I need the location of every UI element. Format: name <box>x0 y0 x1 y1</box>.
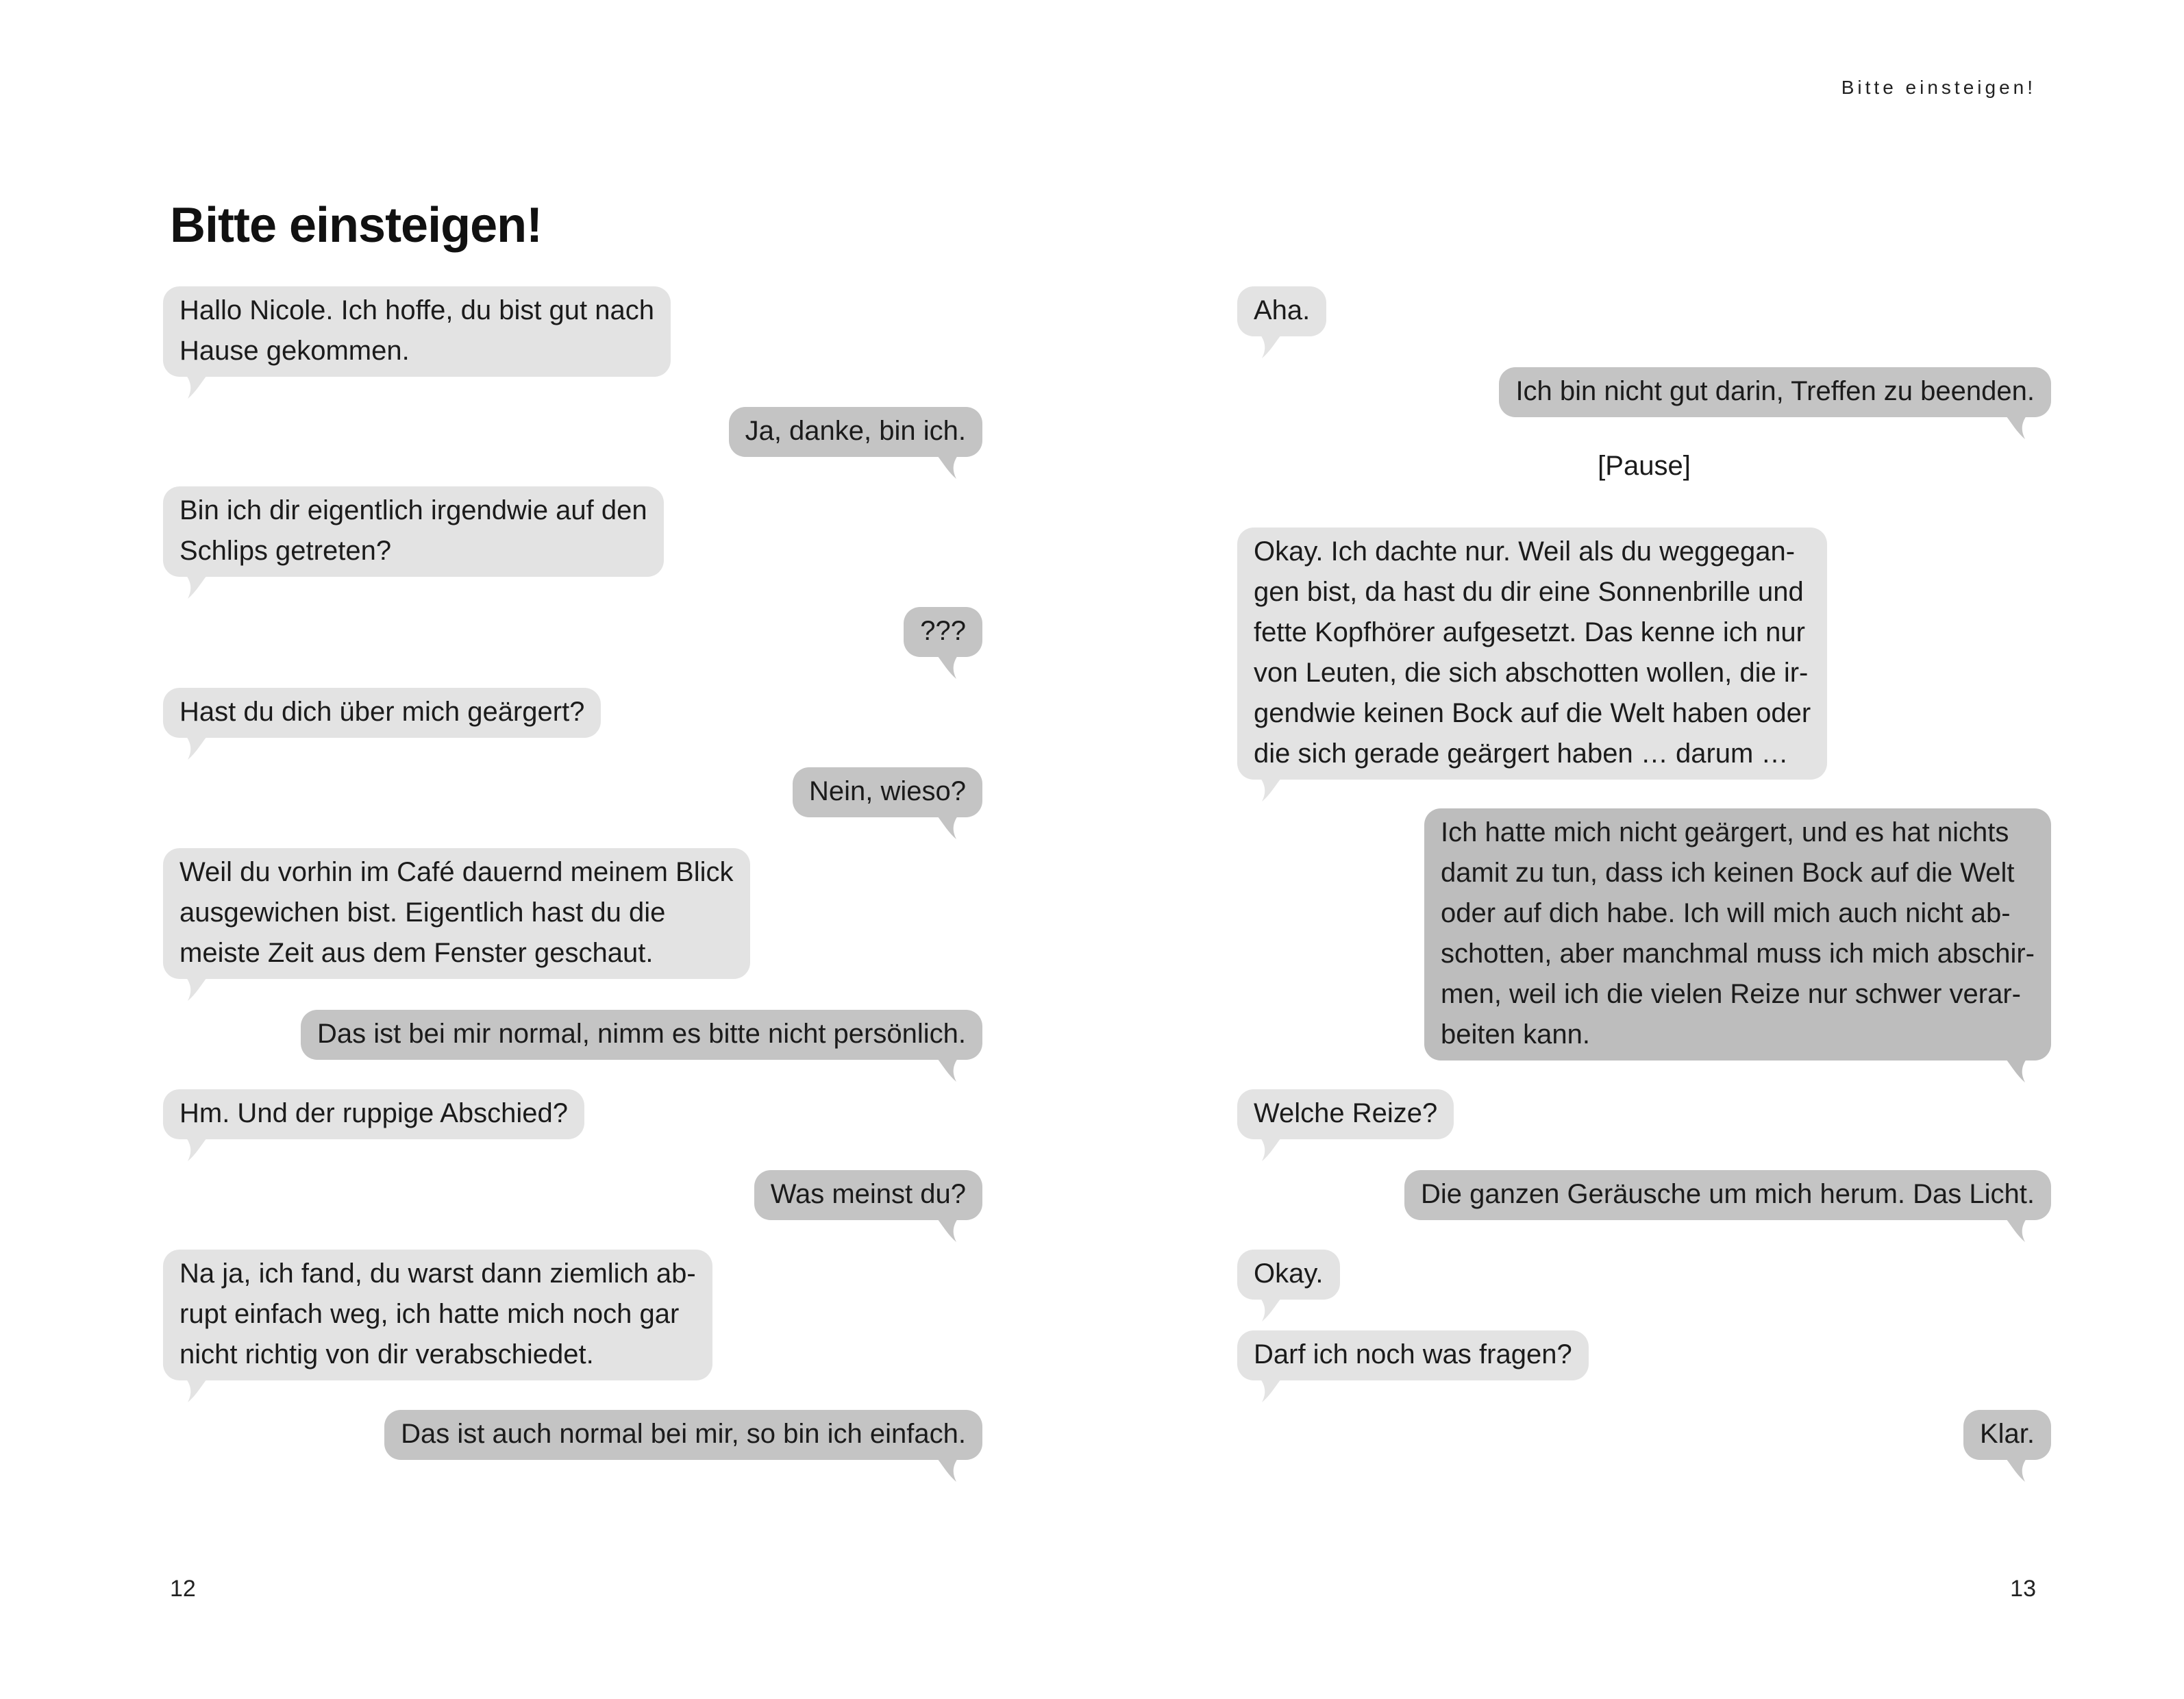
message-line: Das ist bei mir normal, nimm es bitte nicht persönlich. <box>317 1019 966 1049</box>
message-bubble <box>1499 367 2051 417</box>
message-line: damit zu tun, dass ich keinen Bock auf die Welt <box>1441 858 2015 888</box>
message-line: Was meinst du? <box>770 1179 966 1209</box>
message-incoming <box>1237 1089 1454 1139</box>
message-line: Welche Reize? <box>1254 1098 1438 1128</box>
message-line: Schlips getreten? <box>179 536 392 566</box>
bubble-tail-icon <box>937 1219 958 1243</box>
message-line: Weil du vorhin im Café dauernd meinem Blick <box>179 857 734 887</box>
page-number: 13 <box>2010 1576 2036 1602</box>
message-outgoing <box>754 1170 982 1220</box>
message-line: Hm. Und der ruppige Abschied? <box>179 1098 568 1128</box>
message-incoming <box>163 1250 712 1380</box>
message-bubble <box>1424 808 2051 1061</box>
bubble-tail-icon <box>186 575 207 600</box>
message-outgoing <box>904 607 982 657</box>
running-head: Bitte einsteigen! <box>1841 77 2036 98</box>
message-line: Ich hatte mich nicht geärgert, und es hat nichts <box>1441 817 2009 847</box>
bubble-tail-icon <box>186 375 207 400</box>
message-outgoing <box>301 1010 982 1060</box>
bubble-tail-icon <box>2006 1219 2026 1243</box>
message-line: Hast du dich über mich geärgert? <box>179 697 585 727</box>
message-line: gen bist, da hast du dir eine Sonnenbrille und <box>1254 577 1804 607</box>
message-line: Aha. <box>1254 295 1311 325</box>
message-incoming <box>1237 1330 1589 1380</box>
message-bubble <box>1237 286 1326 336</box>
message-bubble <box>384 1410 982 1460</box>
message-line: oder auf dich habe. Ich will mich auch nicht ab- <box>1441 898 2011 928</box>
message-bubble <box>163 286 671 377</box>
message-incoming <box>163 286 671 377</box>
message-bubble <box>301 1010 982 1060</box>
message-outgoing <box>729 407 982 457</box>
message-bubble <box>1237 1250 1340 1300</box>
message-bubble <box>793 767 982 817</box>
message-line: von Leuten, die sich abschotten wollen, die ir- <box>1254 658 1809 688</box>
message-outgoing <box>793 767 982 817</box>
bubble-tail-icon <box>937 1058 958 1083</box>
message-line: Die ganzen Geräusche um mich herum. Das Licht. <box>1421 1179 2035 1209</box>
stage-note: [Pause] <box>1598 451 1691 481</box>
message-bubble <box>729 407 982 457</box>
message-line: Ja, danke, bin ich. <box>745 416 966 446</box>
bubble-tail-icon <box>937 816 958 841</box>
message-bubble <box>1963 1410 2051 1460</box>
message-outgoing <box>1404 1170 2051 1220</box>
message-line: meiste Zeit aus dem Fenster geschaut. <box>179 938 654 968</box>
message-incoming <box>163 486 664 577</box>
message-line: ausgewichen bist. Eigentlich hast du die <box>179 897 666 928</box>
message-incoming <box>163 688 601 738</box>
message-outgoing <box>1424 808 2051 1061</box>
bubble-tail-icon <box>937 1459 958 1483</box>
message-outgoing <box>1963 1410 2051 1460</box>
bubble-tail-icon <box>1261 1298 1281 1323</box>
message-line: gendwie keinen Bock auf die Welt haben oder <box>1254 698 1811 728</box>
page-number: 12 <box>170 1576 196 1602</box>
bubble-tail-icon <box>186 1379 207 1404</box>
bubble-tail-icon <box>186 736 207 761</box>
bubble-tail-icon <box>2006 416 2026 441</box>
right-page <box>1092 0 2184 1699</box>
message-bubble <box>1237 1089 1454 1139</box>
message-line: rupt einfach weg, ich hatte mich noch gar <box>179 1299 680 1329</box>
bubble-tail-icon <box>1261 778 1281 803</box>
message-bubble <box>904 607 982 657</box>
bubble-tail-icon <box>186 978 207 1002</box>
message-line: Darf ich noch was fragen? <box>1254 1339 1572 1369</box>
message-line: Bin ich dir eigentlich irgendwie auf den <box>179 495 647 525</box>
bubble-tail-icon <box>1261 1138 1281 1163</box>
message-line: Okay. <box>1254 1258 1324 1289</box>
message-line: fette Kopfhörer aufgesetzt. Das kenne ich nur <box>1254 617 1805 647</box>
message-line: Klar. <box>1979 1419 2035 1449</box>
message-line: ??? <box>920 616 966 646</box>
message-line: men, weil ich die vielen Reize nur schwer verar- <box>1441 979 2021 1009</box>
message-line: die sich gerade geärgert haben … darum … <box>1254 739 1789 769</box>
message-line: Hause gekommen. <box>179 336 410 366</box>
message-outgoing <box>384 1410 982 1460</box>
message-bubble <box>163 486 664 577</box>
message-line: Okay. Ich dachte nur. Weil als du weggegan- <box>1254 536 1796 567</box>
message-bubble <box>163 848 750 979</box>
message-line: Hallo Nicole. Ich hoffe, du bist gut nach <box>179 295 655 325</box>
message-bubble <box>163 688 601 738</box>
message-incoming <box>163 848 750 979</box>
message-bubble <box>1404 1170 2051 1220</box>
message-line: beiten kann. <box>1441 1019 1590 1050</box>
message-line: nicht richtig von dir verabschiedet. <box>179 1339 594 1369</box>
message-bubble <box>163 1250 712 1380</box>
message-incoming <box>1237 528 1827 780</box>
message-incoming <box>1237 286 1326 336</box>
message-incoming <box>1237 1250 1340 1300</box>
message-incoming <box>163 1089 584 1139</box>
message-line: Das ist auch normal bei mir, so bin ich einfach. <box>401 1419 966 1449</box>
message-line: schotten, aber manchmal muss ich mich abschir- <box>1441 939 2035 969</box>
message-outgoing <box>1499 367 2051 417</box>
page-title: Bitte einsteigen! <box>170 198 543 253</box>
bubble-tail-icon <box>1261 1379 1281 1404</box>
bubble-tail-icon <box>2006 1459 2026 1483</box>
bubble-tail-icon <box>937 656 958 680</box>
message-bubble <box>163 1089 584 1139</box>
message-line: Nein, wieso? <box>808 776 966 806</box>
bubble-tail-icon <box>2006 1059 2026 1084</box>
message-line: Na ja, ich fand, du warst dann ziemlich ab- <box>179 1258 696 1289</box>
bubble-tail-icon <box>1261 335 1281 360</box>
message-bubble <box>1237 528 1827 780</box>
message-line: Ich bin nicht gut darin, Treffen zu beenden. <box>1515 376 2035 406</box>
message-bubble <box>754 1170 982 1220</box>
bubble-tail-icon <box>186 1138 207 1163</box>
bubble-tail-icon <box>937 456 958 480</box>
message-bubble <box>1237 1330 1589 1380</box>
